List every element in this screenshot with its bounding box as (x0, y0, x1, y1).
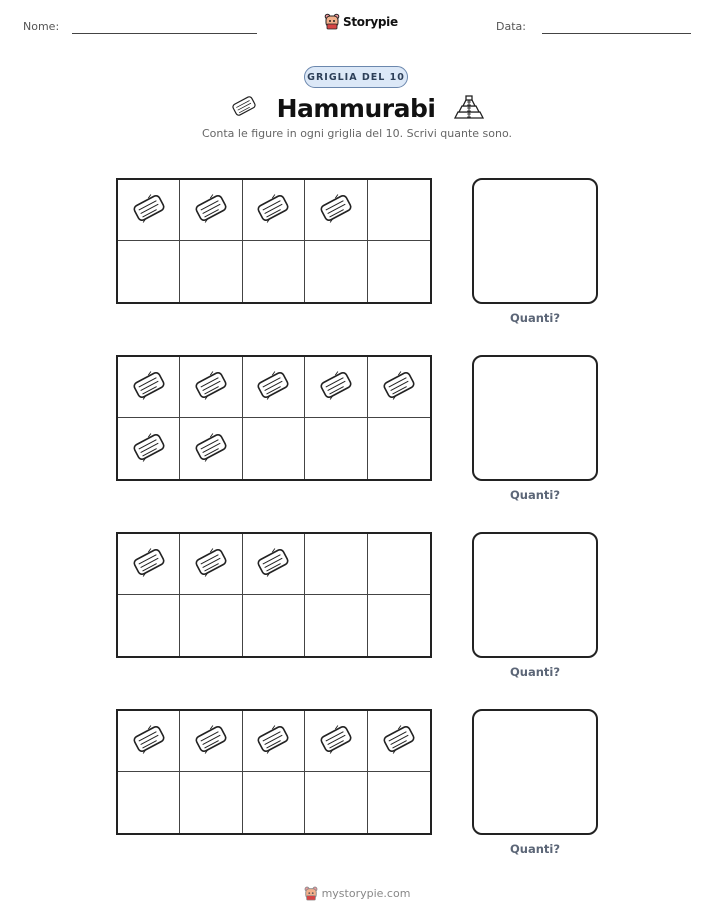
grid-cell (118, 357, 180, 418)
ten-frame-grid-1 (116, 178, 432, 304)
tablet-icon (129, 430, 169, 468)
grid-cell (305, 595, 367, 656)
title-row (0, 92, 714, 124)
grid-cell (368, 357, 430, 418)
grid-cell (118, 772, 180, 833)
tablet-icon (316, 722, 356, 760)
grid-cell (305, 534, 367, 595)
grid-cell (368, 711, 430, 772)
grid-cell (243, 357, 305, 418)
tablet-icon (253, 722, 293, 760)
storypie-mascot-icon (324, 13, 340, 30)
grid-cell (305, 711, 367, 772)
tablet-icon (253, 191, 293, 229)
grid-cell (118, 241, 180, 302)
tablet-icon (379, 368, 419, 406)
grid-cell (305, 418, 367, 479)
ziggurat-icon (453, 92, 485, 124)
tablet-icon (316, 191, 356, 229)
quanti-label-2: Quanti? (509, 488, 561, 502)
grid-cell (243, 772, 305, 833)
grid-cell (368, 241, 430, 302)
grid-cell (368, 595, 430, 656)
grid-cell (180, 180, 242, 241)
ten-frame-grid-3 (116, 532, 432, 658)
quanti-label-3: Quanti? (509, 665, 561, 679)
tablet-icon (129, 368, 169, 406)
ten-frame-grid-2 (116, 355, 432, 481)
tablet-icon (229, 93, 259, 123)
tablet-icon (129, 722, 169, 760)
tablet-icon (191, 191, 231, 229)
quanti-label-4: Quanti? (509, 842, 561, 856)
grid-cell (118, 595, 180, 656)
grid-cell (305, 772, 367, 833)
answer-box-4[interactable] (472, 709, 598, 835)
tablet-icon (191, 722, 231, 760)
grid-cell (305, 357, 367, 418)
tablet-icon (129, 545, 169, 583)
grid-cell (180, 772, 242, 833)
grid-cell (368, 772, 430, 833)
grid-cell (243, 180, 305, 241)
storypie-mascot-icon (304, 886, 318, 901)
name-line (72, 33, 257, 34)
footer-url: mystorypie.com (321, 887, 411, 900)
grid-cell (180, 711, 242, 772)
grid-cell (180, 534, 242, 595)
grid-cell (368, 180, 430, 241)
grid-cell (368, 418, 430, 479)
grid-cell (243, 534, 305, 595)
tablet-icon (129, 191, 169, 229)
grid-cell (243, 595, 305, 656)
answer-box-2[interactable] (472, 355, 598, 481)
grid-cell (118, 534, 180, 595)
grid-cell (243, 711, 305, 772)
tablet-icon (191, 368, 231, 406)
grid-cell (180, 595, 242, 656)
tablet-icon (253, 368, 293, 406)
date-label: Data: (496, 20, 526, 33)
tablet-icon (253, 545, 293, 583)
grid-cell (305, 180, 367, 241)
answer-box-3[interactable] (472, 532, 598, 658)
answer-box-1[interactable] (472, 178, 598, 304)
grid-cell (180, 357, 242, 418)
grid-cell (305, 241, 367, 302)
brand-logo (324, 13, 398, 30)
ten-frame-grid-4 (116, 709, 432, 835)
grid-cell (368, 534, 430, 595)
grid-cell (243, 418, 305, 479)
brand-name: Storypie (343, 14, 398, 29)
grid-cell (180, 241, 242, 302)
tablet-icon (191, 430, 231, 468)
grid-cell (180, 418, 242, 479)
tablet-icon (379, 722, 419, 760)
date-line (542, 33, 691, 34)
footer (0, 886, 714, 901)
grid-cell (118, 180, 180, 241)
tablet-icon (316, 368, 356, 406)
name-label: Nome: (23, 20, 60, 33)
grid-cell (243, 241, 305, 302)
instructions: Conta le figure in ogni griglia del 10. Scrivi quante sono. (201, 127, 512, 140)
quanti-label-1: Quanti? (509, 311, 561, 325)
worksheet-type-badge: GRIGLIA DEL 10 (304, 66, 408, 88)
page-title: Hammurabi (276, 93, 436, 123)
tablet-icon (191, 545, 231, 583)
grid-cell (118, 418, 180, 479)
grid-cell (118, 711, 180, 772)
